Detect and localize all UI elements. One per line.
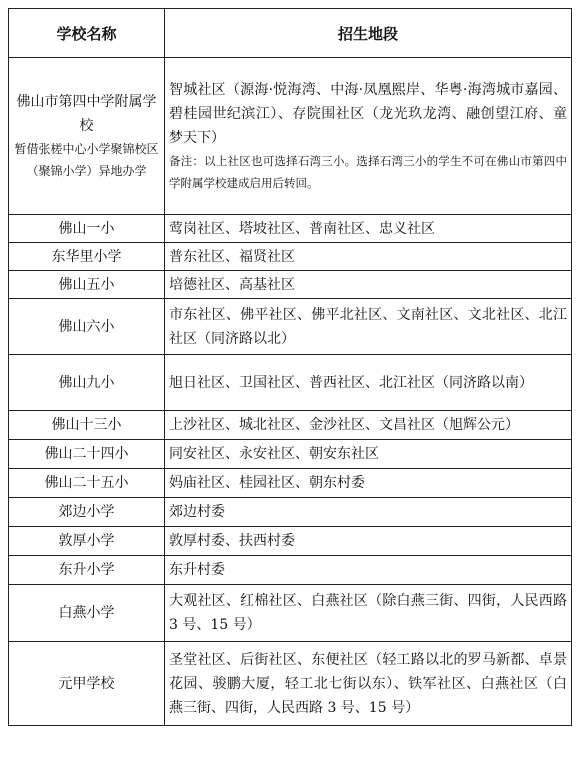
school-cell: 白燕小学 [9, 585, 165, 642]
school-cell: 佛山二十四小 [9, 440, 165, 469]
area-cell: 上沙社区、城北社区、金沙社区、文昌社区（旭辉公元） [165, 411, 572, 440]
school-name: 佛山市第四中学附属学校 [16, 94, 157, 134]
area-cell: 旭日社区、卫国社区、普西社区、北江社区（同济路以南） [165, 355, 572, 411]
area-cell [165, 58, 572, 215]
table-row [9, 585, 572, 642]
school-cell: 东华里小学 [9, 243, 165, 271]
header-area: 招生地段 [165, 9, 572, 58]
school-cell: 佛山九小 [9, 355, 165, 411]
area-cell: 市东社区、佛平社区、佛平北社区、文南社区、文北社区、北江社区（同济路以北） [165, 299, 572, 355]
school-cell: 敦厚小学 [9, 527, 165, 556]
school-cell [9, 58, 165, 215]
table-row [9, 58, 572, 215]
area-cell: 普东社区、福贤社区 [165, 243, 572, 271]
table-row [9, 271, 572, 299]
table-row [9, 299, 572, 355]
school-note: 暂借张槎中心小学聚锦校区（聚锦小学）异地办学 [14, 142, 159, 178]
area-cell: 敦厚村委、扶西村委 [165, 527, 572, 556]
table-row [9, 642, 572, 726]
table-row [9, 355, 572, 411]
school-cell: 佛山五小 [9, 271, 165, 299]
header-school: 学校名称 [9, 9, 165, 58]
table-row [9, 440, 572, 469]
table-row [9, 243, 572, 271]
school-cell: 佛山六小 [9, 299, 165, 355]
table-row [9, 556, 572, 585]
school-cell: 郊边小学 [9, 498, 165, 527]
area-cell: 郊边村委 [165, 498, 572, 527]
school-cell: 佛山二十五小 [9, 469, 165, 498]
area-cell: 圣堂社区、后街社区、东便社区（轻工路以北的罗马新都、卓景花园、骏鹏大厦，轻工北七街以东）、铁军社区、白燕社区（白燕三街、四街，人民西路 3 号、15 号） [165, 642, 572, 726]
area-note: 备注：以上社区也可选择石湾三小。选择石湾三小的学生不可在佛山市第四中学附属学校建成启用后转回。 [169, 154, 567, 190]
table-row [9, 469, 572, 498]
table-row [9, 411, 572, 440]
area-cell: 东升村委 [165, 556, 572, 585]
area-cell: 培德社区、高基社区 [165, 271, 572, 299]
table-header-row [9, 9, 572, 58]
school-cell: 佛山一小 [9, 215, 165, 243]
school-cell: 佛山十三小 [9, 411, 165, 440]
table-row [9, 215, 572, 243]
area-cell: 大观社区、红棉社区、白燕社区（除白燕三街、四街，人民西路 3 号、15 号） [165, 585, 572, 642]
table-row [9, 498, 572, 527]
enrollment-zone-table [8, 8, 572, 726]
school-cell: 元甲学校 [9, 642, 165, 726]
table-row [9, 527, 572, 556]
area-cell: 妈庙社区、桂园社区、朝东村委 [165, 469, 572, 498]
area-text: 智城社区（源海·悦海湾、中海·凤凰熙岸、华粤·海湾城市嘉园、碧桂园世纪滨江）、存院围社区（龙光玖龙湾、融创望江府、童梦天下） [169, 82, 567, 146]
area-cell: 莺岗社区、塔坡社区、普南社区、忠义社区 [165, 215, 572, 243]
area-cell: 同安社区、永安社区、朝安东社区 [165, 440, 572, 469]
school-cell: 东升小学 [9, 556, 165, 585]
